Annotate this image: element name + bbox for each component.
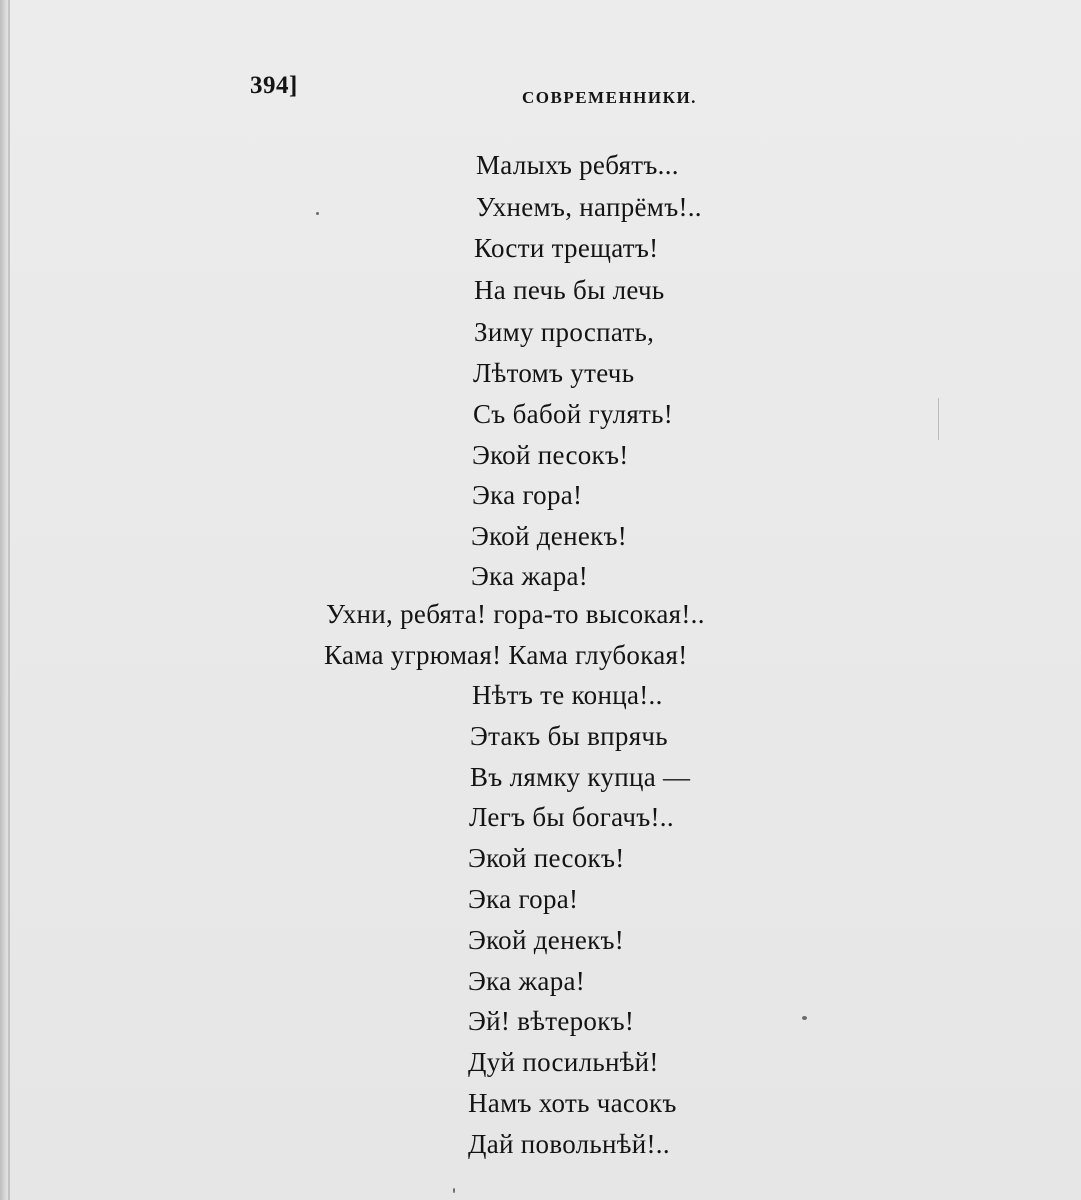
poem-line: Ухни, ребята! гора-то высокая!.. [326,599,705,629]
poem-line: Нѣтъ те конца!.. [472,680,663,710]
poem-line: Дуй посильнѣй! [468,1047,659,1077]
poem-line: Дай повольнѣй!.. [468,1129,670,1159]
poem-line: Съ бабой гулять! [473,399,674,429]
poem-line: Зиму проспать, [474,317,655,347]
poem-line: Этакъ бы впрячь [470,721,668,751]
poem-line: Кости трещатъ! [474,233,659,263]
poem-line: Эка жара! [471,561,589,591]
running-head: СОВРЕМЕННИКИ. [522,88,697,107]
poem-line: На печь бы лечь [474,275,665,305]
poem-line: Малыхъ ребятъ... [476,150,679,180]
paper-speck [802,1016,807,1020]
poem-line: Въ лямку купца — [470,762,691,792]
poem-line: Эка гора! [468,884,579,914]
poem-line: Экой песокъ! [468,843,625,873]
poem-line: Кама угрюмая! Кама глубокая! [324,640,688,670]
poem-line: Экой денекъ! [471,521,628,551]
page-number: 394] [250,72,298,99]
poem-line: Эй! вѣтерокъ! [468,1006,635,1036]
poem-line: Эка жара! [468,966,586,996]
poem-line: Эка гора! [472,480,583,510]
paper-speck [316,212,319,215]
poem-line: Экой денекъ! [468,925,625,955]
poem-line: Намъ хоть часокъ [468,1088,677,1118]
paper-scratch [938,398,939,440]
poem-line: Лѣтомъ утечь [473,358,635,388]
poem-line: Ухнемъ, напрёмъ!.. [476,192,702,222]
poem-line: Легъ бы богачъ!.. [469,802,674,832]
paper-speck [453,1188,455,1193]
poem-line: Экой песокъ! [472,440,629,470]
